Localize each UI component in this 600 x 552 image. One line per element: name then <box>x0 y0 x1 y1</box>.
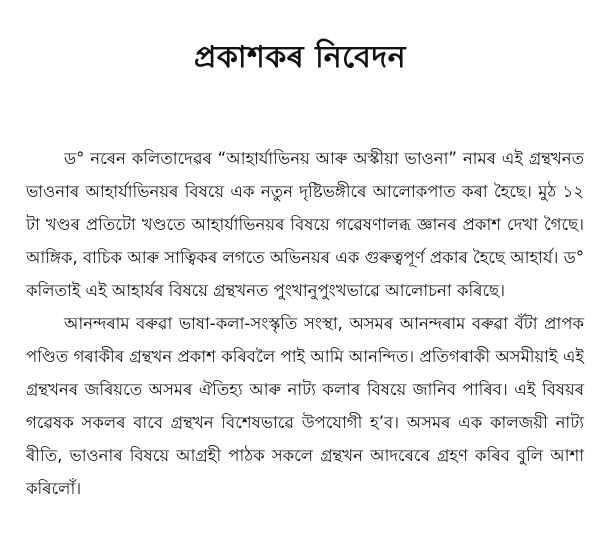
document-body <box>26 142 584 505</box>
page-title: প্ৰকাশকৰ নিবেদন <box>193 40 407 75</box>
paragraph-about-book: ড° নৰেন কলিতাদেৱৰ “আহাৰ্যাভিনয় আৰু অস্কীয়া ভাওনা” নামৰ এই গ্ৰন্থখনত ভাওনাৰ আহাৰ্যাভিনয়ৰ বিষয়ে এক নতুন দৃষ্টিভঙ্গীৰে আলোকপাত কৰা হৈছে। মুঠ ১২ টা খণ্ডৰ প্ৰতিটো খণ্ডতে আহাৰ্যাভিনয়ৰ বিষয়ে গৱেষণালব্ধ জ্ঞানৰ প্ৰকাশ দেখা গৈছে। আঙ্গিক, বাচিক আৰু সাত্বিকৰ লগতে অভিনয়ৰ এক গুৰুত্বপূৰ্ণ প্ৰকাৰ হৈছে আহাৰ্য। ড° কলিতাই এই আহাৰ্যৰ বিষয়ে গ্ৰন্থখনত পুংখানুপুংখভাৱে আলোচনা কৰিছে। <box>26 149 584 300</box>
paragraph-publisher-note: আনন্দৰাম বৰুৱা ভাষা-কলা-সংস্কৃতি সংস্থা, অসমৰ আনন্দৰাম বৰুৱা বঁটা প্ৰাপক পণ্ডিত গৰাকীৰ গ্ৰন্থখন প্ৰকাশ কৰিবলৈ পাই আমি আনন্দিত। প্ৰতিগৰাকী অসমীয়াই এই গ্ৰন্থখনৰ জৰিয়তে অসমৰ ঐতিহ্য আৰু নাট্য কলাৰ বিষয়ে জানিব পাৰিব। এই বিষয়ৰ গৱেষক সকলৰ বাবে গ্ৰন্থখন বিশেষভাৱে উপযোগী হ’ব। অসমৰ এক কালজয়ী নাট্য ৰীতি, ভাওনাৰ বিষয়ে আগ্ৰহী পাঠক সকলে গ্ৰন্থখন আদৰেৰে গ্ৰহণ কৰিব বুলি আশা কৰিলোঁ। <box>26 314 584 498</box>
